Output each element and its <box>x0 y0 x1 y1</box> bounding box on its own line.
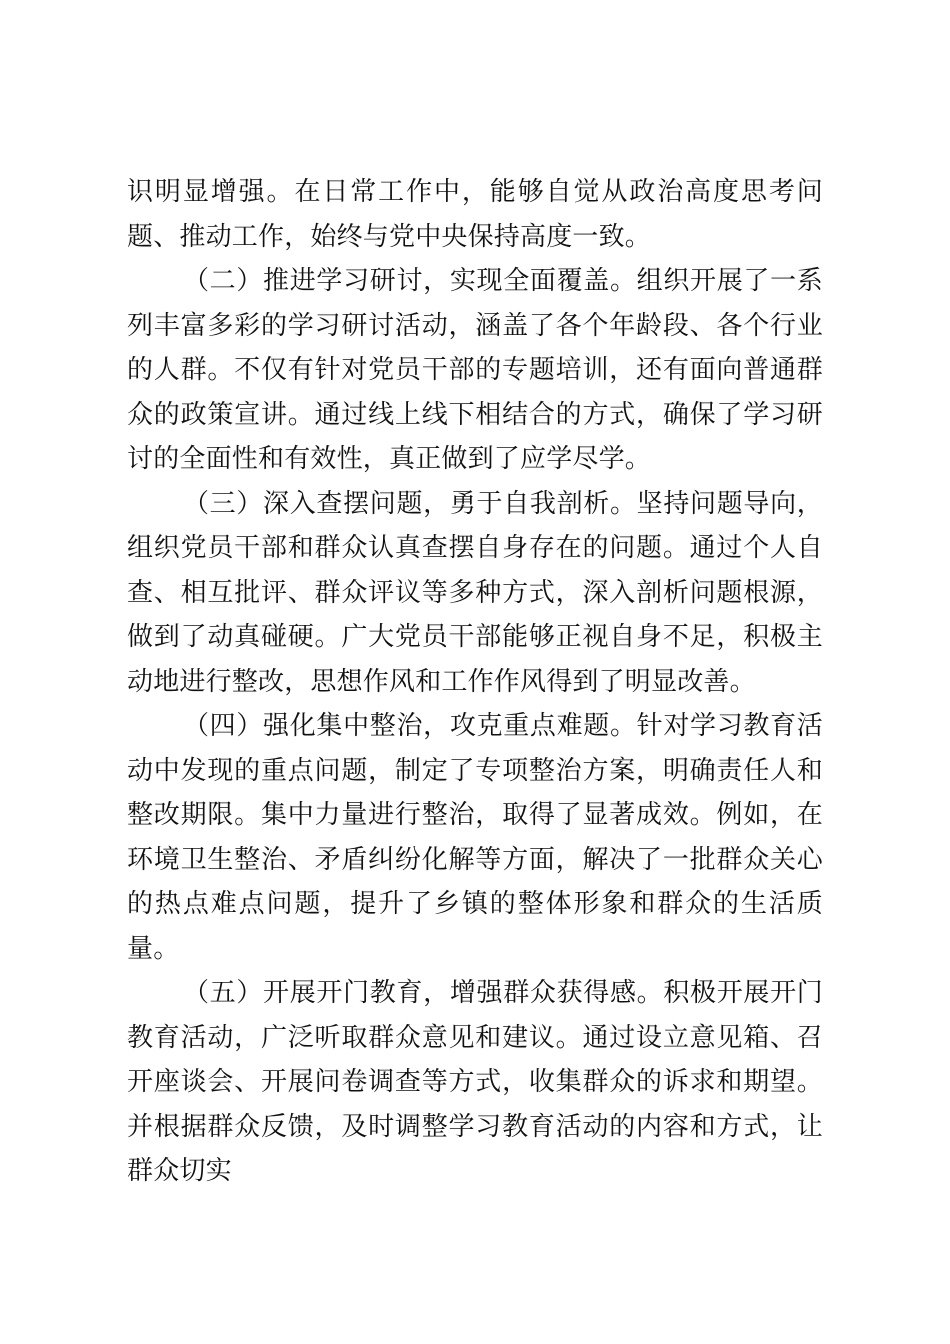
paragraph-section-2: （二）推进学习研讨，实现全面覆盖。组织开展了一系列丰富多彩的学习研讨活动，涵盖了各个年龄段、各个行业的人群。不仅有针对党员干部的专题培训，还有面向普通群众的政策宣讲。通过线上线下相结合的方式，确保了学习研讨的全面性和有效性，真正做到了应学尽学。 <box>127 266 823 474</box>
paragraph-section-3: （三）深入查摆问题，勇于自我剖析。坚持问题导向，组织党员干部和群众认真查摆自身存在的问题。通过个人自查、相互批评、群众评议等多种方式，深入剖析问题根源，做到了动真碰硬。广大党员干部能够正视自身不足，积极主动地进行整改，思想作风和工作作风得到了明显改善。 <box>127 488 823 697</box>
paragraph-continuation: 识明显增强。在日常工作中，能够自觉从政治高度思考问题、推动工作，始终与党中央保持高度一致。 <box>127 177 823 252</box>
paragraph-section-4: （四）强化集中整治，攻克重点难题。针对学习教育活动中发现的重点问题，制定了专项整治方案，明确责任人和整改期限。集中力量进行整治，取得了显著成效。例如，在环境卫生整治、矛盾纠纷化解等方面，解决了一批群众关心的热点难点问题，提升了乡镇的整体形象和群众的生活质量。 <box>127 711 823 964</box>
document-body <box>127 170 823 1194</box>
paragraph-section-5: （五）开展开门教育，增强群众获得感。积极开展开门教育活动，广泛听取群众意见和建议。通过设立意见箱、召开座谈会、开展问卷调查等方式，收集群众的诉求和期望。并根据群众反馈，及时调整学习教育活动的内容和方式，让群众切实 <box>127 978 823 1186</box>
